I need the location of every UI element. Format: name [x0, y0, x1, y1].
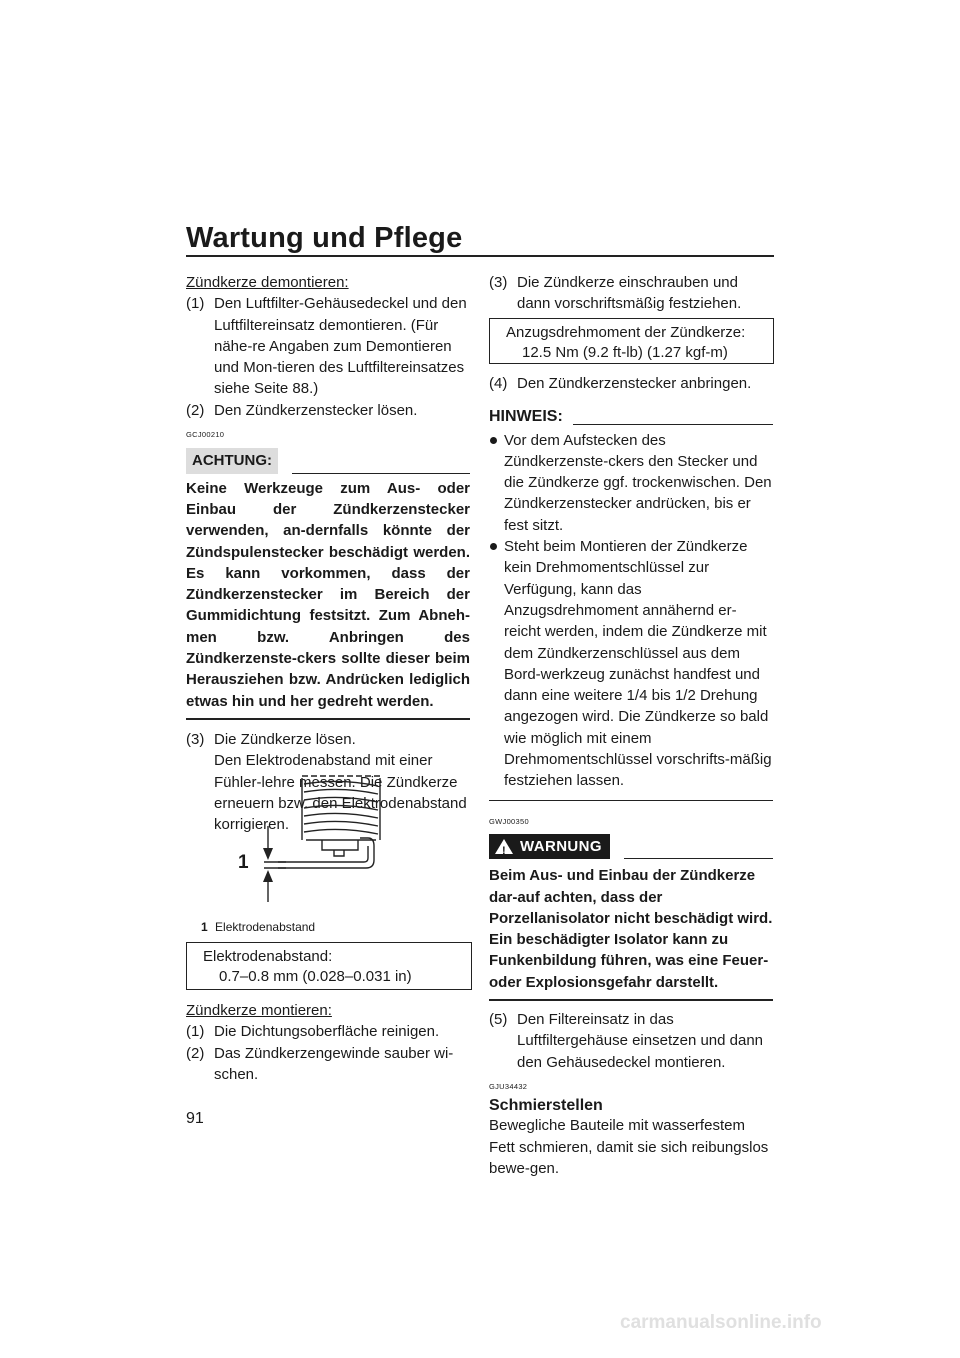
torque-label: Anzugsdrehmoment der Zündkerze:: [506, 324, 746, 341]
warning-end-rule: [489, 999, 773, 1001]
step-text: Den Luftfilter-Gehäusedeckel und den Luftfiltereinsatz demontieren. (Für nähe-re Angaben zum Demontieren und Mon-tieren des Luftfiltereinsatzes siehe Seite 88.): [214, 295, 467, 398]
warning-header: [489, 834, 773, 859]
remove-step-2: [186, 400, 470, 421]
step-text: Den Zündkerzenstecker lösen.: [214, 401, 418, 419]
install-step-3: [489, 272, 773, 315]
spec-value: 0.7–0.8 mm (0.028–0.031 in): [219, 968, 412, 985]
figure-callout: 1: [238, 852, 249, 873]
section-text: Bewegliche Bauteile mit wasserfestem Fett schmieren, damit sie sich reibungslos bewe-gen.: [489, 1117, 769, 1177]
step-number: (2): [186, 1044, 205, 1062]
torque-spec-box: [489, 318, 774, 364]
step-number: (1): [186, 1023, 205, 1041]
install-section: [186, 1000, 470, 1085]
warning-rule: [624, 858, 773, 859]
bullet-icon: [490, 437, 497, 444]
right-column-cont: [489, 373, 773, 1179]
step-text: Die Zündkerze lösen.: [214, 730, 356, 748]
step-number: (2): [186, 401, 205, 419]
step-text: Das Zündkerzengewinde sauber wi-schen.: [214, 1044, 454, 1083]
remove-heading: Zündkerze demontieren:: [186, 274, 349, 291]
step-number: (5): [489, 1011, 508, 1029]
note-text: Steht beim Montieren der Zündkerze kein Drehmomentschlüssel zur Verfügung, kann das Anzugsdrehmoment annähernd er-reicht werden, indem die Zündkerze mit dem Zündkerzenschlüssel aus dem Bord-werkzeug zunächst handfest und dann eine weitere 1/4 bis 1/2 Drehung angezogen wird. Die Zündkerze so bald wie möglich mit einem Drehmomentschlüssel vorschrifts-mäßig festziehen lassen.: [504, 538, 772, 790]
section-title: Schmierstellen: [489, 1097, 603, 1115]
step-number: (3): [186, 730, 205, 748]
caption-number: 1: [201, 920, 208, 934]
note-end-rule: [489, 800, 773, 801]
warning-code: GWJ00350: [489, 816, 529, 826]
warning-badge: [489, 834, 610, 859]
warning-triangle-icon: !: [495, 839, 513, 854]
right-column: [489, 272, 773, 315]
warning-label: WARNUNG: [520, 837, 602, 855]
spark-plug-gap-figure: [230, 768, 390, 908]
caution-header: [186, 448, 470, 473]
section-code: GJU34432: [489, 1081, 528, 1091]
caution-rule: [292, 473, 470, 474]
step-text: Den Filtereinsatz in das Luftfiltergehäuse einsetzen und dann den Gehäusedeckel montieren.: [517, 1011, 764, 1071]
step-number: (1): [186, 295, 205, 313]
install-step-2: [186, 1043, 470, 1086]
page-title: Wartung und Pflege: [186, 222, 463, 254]
note-header: [489, 406, 773, 427]
step-text: Die Dichtungsoberfläche reinigen.: [214, 1023, 440, 1041]
note-item: [489, 536, 773, 792]
remove-step-1: [186, 293, 470, 399]
step-number: (3): [489, 274, 508, 291]
step-text-2: Den Elektrodenabstand mit einer Fühler-lehre messen. Die Zündkerze erneuern bzw. den Elektrodenabstand korrigieren.: [214, 752, 467, 834]
caution-text: Keine Werkzeuge zum Aus- oder Einbau der Zündkerzenstecker verwenden, an-dernfalls könnte der Zündspulenstecker beschädigt werden. Es kann vorkommen, dass der Zündkerzenstecker im Bereich der Gummidichtung festsitzt. Zum Abneh-men bzw. Anbringen des Zündkerzenste-ckers sollte dieser beim Herausziehen bzw. Andrücken lediglich etwas hin und her gedreht werden.: [186, 479, 470, 710]
step-text: Die Zündkerze einschrauben und dann vorschriftsmäßig festziehen.: [517, 274, 742, 313]
figure-caption: [201, 920, 315, 934]
step-text: Den Zündkerzenstecker anbringen.: [517, 375, 752, 392]
step-number: (4): [489, 375, 508, 392]
spec-label: Elektrodenabstand:: [203, 948, 333, 965]
note-text: Vor dem Aufstecken des Zündkerzenste-ckers den Stecker und die Zündkerze ggf. trockenwischen. Den Zündkerzenstecker andrücken, bis er fest sitzt.: [504, 431, 772, 534]
note-item: [489, 430, 773, 536]
warning-text: Beim Aus- und Einbau der Zündkerze dar-auf achten, dass der Porzellanisolator nicht beschädigt wird. Ein beschädigter Isolator kann zu Funkenbildung führen, was eine Feuer- oder Explosionsgefahr darstellt.: [489, 867, 773, 991]
note-rule: [573, 424, 773, 425]
torque-value: 12.5 Nm (9.2 ft-lb) (1.27 kgf-m): [522, 344, 728, 361]
bullet-icon: [490, 543, 497, 550]
page-number: 91: [186, 1110, 204, 1127]
left-column: [186, 272, 470, 835]
install-heading: Zündkerze montieren:: [186, 1002, 332, 1019]
caution-code: GCJ00210: [186, 430, 225, 440]
title-divider: [186, 255, 774, 257]
install-step-5: [489, 1009, 773, 1073]
caution-end-rule: [186, 718, 470, 720]
caption-text: Elektrodenabstand: [215, 920, 316, 934]
note-label: HINWEIS:: [489, 408, 563, 426]
watermark: carmanualsonline.info: [620, 1312, 822, 1333]
caution-label: ACHTUNG:: [186, 448, 278, 473]
electrode-gap-spec-box: [186, 942, 472, 990]
install-step-1: [186, 1021, 470, 1042]
install-step-4: [489, 373, 773, 394]
